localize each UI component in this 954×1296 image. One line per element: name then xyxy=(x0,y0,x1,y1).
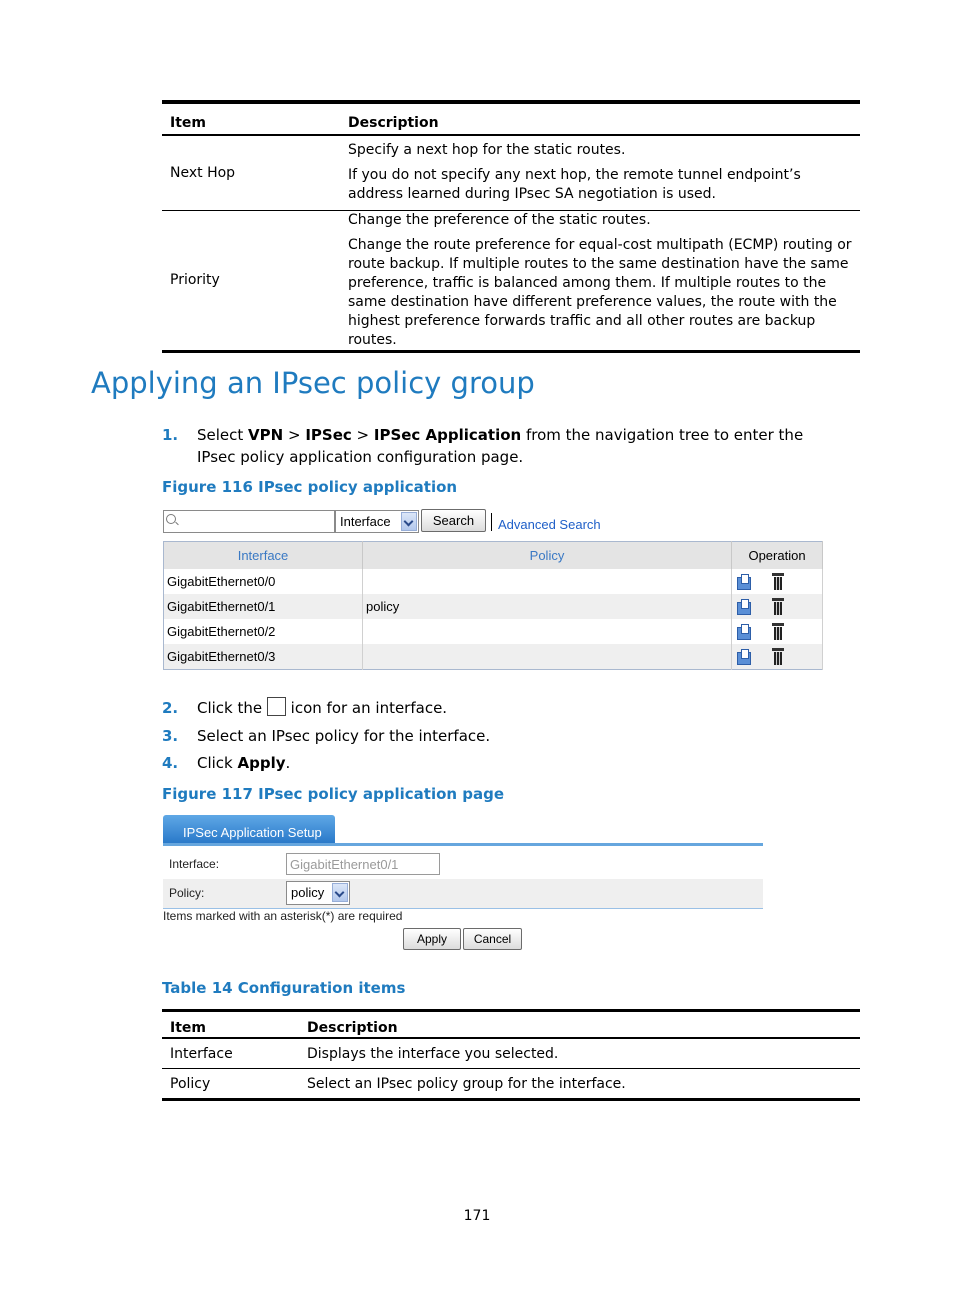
policy-cell xyxy=(363,644,732,670)
table-row xyxy=(162,1069,860,1100)
operation-cell xyxy=(732,569,823,594)
apply-button[interactable]: Apply xyxy=(403,928,461,950)
col-description-header: Description xyxy=(299,1011,860,1039)
policy-cell xyxy=(363,569,732,594)
row-description: Displays the interface you selected. xyxy=(307,1045,559,1062)
row-item: Policy xyxy=(170,1075,211,1092)
policy-select[interactable]: policy xyxy=(286,881,350,905)
table-row xyxy=(164,594,823,619)
col-interface[interactable]: Interface xyxy=(164,542,363,570)
edit-icon[interactable] xyxy=(736,599,752,615)
row-description: Select an IPsec policy group for the interface. xyxy=(307,1075,626,1092)
section-heading: Applying an IPsec policy group xyxy=(91,366,535,400)
figure-117-caption: Figure 117 IPsec policy application page xyxy=(162,785,505,803)
table-row xyxy=(164,644,823,670)
col-item-header: Item xyxy=(170,114,206,131)
col-operation: Operation xyxy=(732,542,823,570)
row-item: Priority xyxy=(170,272,220,288)
table-row xyxy=(162,135,860,210)
row-item: Next Hop xyxy=(170,164,236,181)
delete-icon[interactable] xyxy=(772,573,784,590)
col-description-header: Description xyxy=(348,114,439,131)
interface-label: Interface: xyxy=(169,857,220,871)
edit-icon-placeholder xyxy=(267,697,286,716)
table-row xyxy=(164,569,823,594)
figure-116-caption: Figure 116 IPsec policy application xyxy=(162,478,458,496)
chevron-down-icon xyxy=(401,512,417,531)
interface-cell: GigabitEthernet0/0 xyxy=(164,569,363,594)
operation-cell xyxy=(732,619,823,644)
tab-ipsec-application-setup[interactable]: IPSec Application Setup xyxy=(163,815,335,843)
step-2: 2. Click the icon for an interface. xyxy=(162,699,448,717)
delete-icon[interactable] xyxy=(772,648,784,665)
operation-cell xyxy=(732,594,823,619)
row-description: Specify a next hop for the static routes. If you do not specify any next hop, the remote tunnel endpoint’s address learned during IPsec SA negotiation is used. xyxy=(348,142,801,203)
interface-cell: GigabitEthernet0/3 xyxy=(164,644,363,670)
step-1: 1. Select VPN > IPSec > IPSec Application from the navigation tree to enter the IPsec policy application configuration page. xyxy=(162,426,804,466)
edit-icon[interactable] xyxy=(736,574,752,590)
step-3: 3. Select an IPsec policy for the interface. xyxy=(162,727,491,745)
page-number: 171 xyxy=(463,1208,491,1224)
table-14-caption: Table 14 Configuration items xyxy=(162,979,406,997)
policy-cell xyxy=(363,619,732,644)
operation-cell xyxy=(732,644,823,670)
divider xyxy=(491,513,492,531)
search-button[interactable]: Search xyxy=(421,509,486,532)
search-field-select[interactable]: Interface xyxy=(335,510,419,533)
search-icon xyxy=(166,514,176,524)
edit-icon[interactable] xyxy=(736,649,752,665)
policy-items-table xyxy=(162,100,860,353)
interface-cell: GigabitEthernet0/1 xyxy=(164,594,363,619)
policy-label: Policy: xyxy=(169,886,205,900)
advanced-search-link[interactable]: Advanced Search xyxy=(498,517,601,532)
cancel-button[interactable]: Cancel xyxy=(463,928,522,950)
row-description: Change the preference of the static routes. Change the route preference for equal-cost multipath (ECMP) routing or route backup. If multiple routes to the same destination have the same preference, traffic is balanced among them. If multiple routes to the same destination have different preference values, the route with the highest preference forwards traffic and all other routes are backup routes. xyxy=(348,211,852,348)
interface-cell: GigabitEthernet0/2 xyxy=(164,619,363,644)
policy-row xyxy=(163,879,763,909)
interface-policy-table xyxy=(163,541,823,670)
edit-icon[interactable] xyxy=(736,624,752,640)
step-4: 4. Click Apply. xyxy=(162,754,291,772)
delete-icon[interactable] xyxy=(772,623,784,640)
row-item: Interface xyxy=(170,1045,233,1062)
interface-field: GigabitEthernet0/1 xyxy=(286,853,440,875)
chevron-down-icon xyxy=(332,883,348,902)
tab-underline xyxy=(163,843,763,846)
required-note: Items marked with an asterisk(*) are required xyxy=(163,909,403,923)
table-row xyxy=(162,1038,860,1069)
configuration-items-table xyxy=(162,1009,860,1101)
table-row xyxy=(164,619,823,644)
col-policy[interactable]: Policy xyxy=(363,542,732,570)
search-input[interactable] xyxy=(163,510,335,533)
policy-cell: policy xyxy=(363,594,732,619)
delete-icon[interactable] xyxy=(772,598,784,615)
interface-row xyxy=(163,850,763,879)
col-item-header: Item xyxy=(162,1011,299,1039)
table-row xyxy=(162,210,860,351)
